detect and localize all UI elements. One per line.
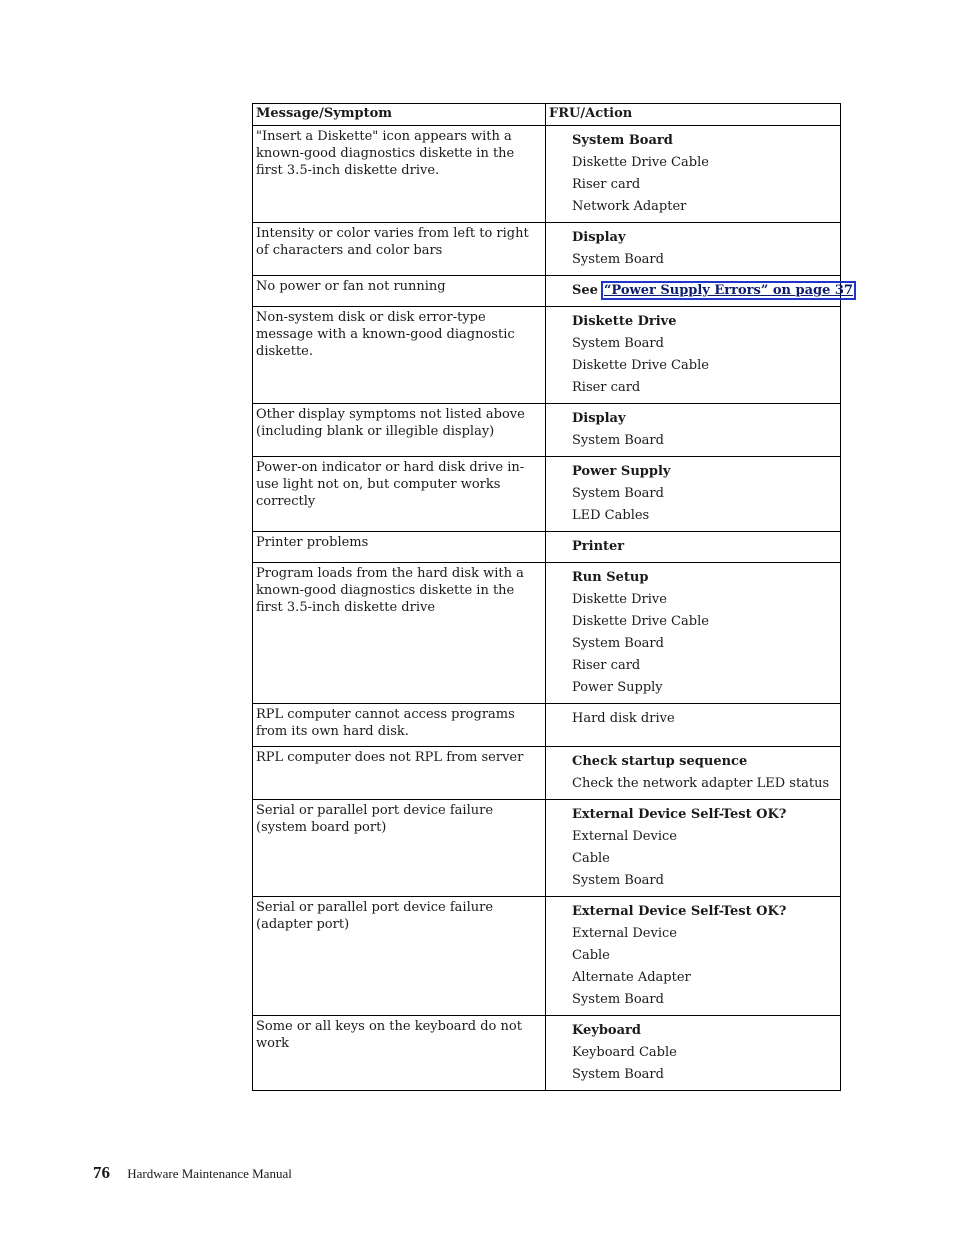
- table-row: [253, 457, 841, 532]
- fru-action-item: External Device: [572, 926, 677, 941]
- fru-action-item: Hard disk drive: [572, 711, 675, 726]
- fru-action-item: Display: [572, 230, 626, 245]
- fru-action-item: Power Supply: [572, 464, 671, 479]
- header-fru-action: FRU/Action: [546, 104, 841, 126]
- fru-action-item: Diskette Drive Cable: [572, 155, 709, 170]
- symptom-cell: "Insert a Diskette" icon appears with a known-good diagnostics diskette in the first 3.5-inch diskette drive.: [253, 126, 546, 223]
- table-row: [253, 563, 841, 704]
- fru-action-item: Run Setup: [572, 570, 649, 585]
- fru-action-item: Display: [572, 411, 626, 426]
- table-row: [253, 276, 841, 307]
- fru-action-item: System Board: [572, 873, 664, 888]
- fru-action-item: System Board: [572, 636, 664, 651]
- symptom-cell: Intensity or color varies from left to right of characters and color bars: [253, 223, 546, 276]
- symptom-cell: Serial or parallel port device failure (adapter port): [253, 897, 546, 1016]
- table-row: [253, 1016, 841, 1091]
- action-cell: [546, 747, 841, 800]
- symptom-cell: RPL computer does not RPL from server: [253, 747, 546, 800]
- fru-action-item: Diskette Drive Cable: [572, 358, 709, 373]
- table-row: [253, 404, 841, 457]
- table-row: [253, 307, 841, 404]
- action-cell: [546, 126, 841, 223]
- symptom-cell: No power or fan not running: [253, 276, 546, 307]
- table-row: [253, 747, 841, 800]
- action-cell: [546, 223, 841, 276]
- see-label: See: [572, 283, 598, 298]
- action-cell: [546, 704, 841, 747]
- fru-action-item: Keyboard Cable: [572, 1045, 677, 1060]
- fru-action-item: External Device Self-Test OK?: [572, 807, 787, 822]
- fru-action-item: Check startup sequence: [572, 754, 748, 769]
- fru-action-item: Diskette Drive Cable: [572, 614, 709, 629]
- fru-action-item: Alternate Adapter: [572, 970, 691, 985]
- action-cell: [546, 800, 841, 897]
- fru-table: [252, 103, 853, 1091]
- symptom-cell: Other display symptoms not listed above (including blank or illegible display): [253, 404, 546, 457]
- fru-action-item: System Board: [572, 486, 664, 501]
- action-cell: [546, 307, 841, 404]
- fru-action-item: System Board: [572, 133, 673, 148]
- fru-action-item: LED Cables: [572, 508, 650, 523]
- action-cell: [546, 1016, 841, 1091]
- page-number: 76: [93, 1163, 110, 1182]
- fru-action-item: Keyboard: [572, 1023, 641, 1038]
- fru-action-item: Riser card: [572, 177, 641, 192]
- fru-action-item: Riser card: [572, 658, 641, 673]
- symptom-cell: Non-system disk or disk error-type message with a known-good diagnostic diskette.: [253, 307, 546, 404]
- symptom-cell: Program loads from the hard disk with a known-good diagnostics diskette in the first 3.5-inch diskette drive: [253, 563, 546, 704]
- action-cell: [546, 897, 841, 1016]
- fru-action-item: Cable: [572, 948, 610, 963]
- fru-action-item: Cable: [572, 851, 610, 866]
- fru-action-item: External Device: [572, 829, 677, 844]
- symptom-cell: Power-on indicator or hard disk drive in-use light not on, but computer works correctly: [253, 457, 546, 532]
- fru-action-item: External Device Self-Test OK?: [572, 904, 787, 919]
- fru-action-item: Diskette Drive: [572, 592, 667, 607]
- fru-action-item: Network Adapter: [572, 199, 687, 214]
- fru-action-item: System Board: [572, 252, 664, 267]
- symptom-cell: RPL computer cannot access programs from its own hard disk.: [253, 704, 546, 747]
- table-body: [253, 126, 853, 1091]
- table-row: [253, 532, 841, 563]
- symptom-cell: Printer problems: [253, 532, 546, 563]
- fru-action-item: System Board: [572, 1067, 664, 1082]
- table-row: [253, 800, 841, 897]
- fru-action-item: System Board: [572, 433, 664, 448]
- header-message-symptom: Message/Symptom: [253, 104, 546, 126]
- table-row: [253, 126, 841, 223]
- see-reference: [572, 280, 853, 302]
- table-row: [253, 897, 841, 1016]
- page-footer: [93, 1163, 292, 1183]
- symptom-cell: Some or all keys on the keyboard do not work: [253, 1016, 546, 1091]
- fru-action-item: Check the network adapter LED status: [572, 776, 830, 791]
- action-cell: [546, 532, 841, 563]
- table-row: [253, 704, 841, 747]
- fru-action-item: System Board: [572, 336, 664, 351]
- action-cell: [546, 276, 853, 307]
- document-title: Hardware Maintenance Manual: [127, 1166, 292, 1181]
- fru-action-item: Printer: [572, 539, 625, 554]
- power-supply-errors-link[interactable]: “Power Supply Errors” on page 37: [601, 281, 856, 300]
- fru-action-item: Diskette Drive: [572, 314, 677, 329]
- fru-action-item: Power Supply: [572, 680, 663, 695]
- fru-action-item: Riser card: [572, 380, 641, 395]
- action-cell: [546, 404, 841, 457]
- table-row: [253, 223, 841, 276]
- symptom-cell: Serial or parallel port device failure (system board port): [253, 800, 546, 897]
- table-header-row: [253, 104, 841, 126]
- action-cell: [546, 457, 841, 532]
- action-cell: [546, 563, 841, 704]
- fru-action-item: System Board: [572, 992, 664, 1007]
